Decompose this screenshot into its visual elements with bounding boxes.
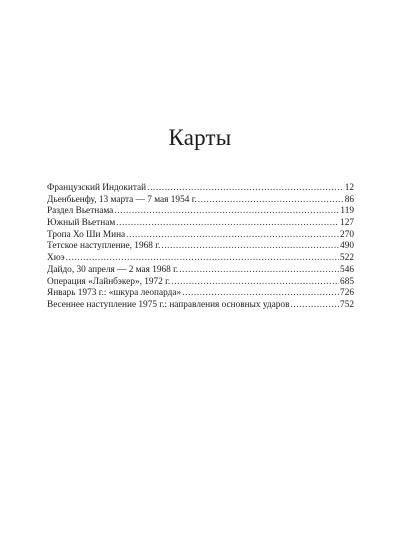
dot-leader bbox=[182, 288, 339, 300]
toc-entry bbox=[47, 195, 354, 207]
toc-entry-page: 546 bbox=[340, 264, 354, 275]
dot-leader bbox=[171, 277, 339, 289]
toc-entry-page: 726 bbox=[340, 288, 354, 299]
toc-entry bbox=[47, 183, 354, 195]
maps-table-of-contents bbox=[47, 183, 354, 312]
toc-entry-page: 752 bbox=[340, 299, 354, 310]
toc-entry bbox=[47, 300, 354, 312]
toc-entry-page: 12 bbox=[344, 183, 354, 193]
dot-leader bbox=[126, 230, 339, 242]
toc-entry-label: Операция «Лайнбэкер», 1972 г. bbox=[47, 276, 171, 287]
toc-entry-page: 270 bbox=[340, 229, 354, 240]
toc-entry-label: Тетское наступление, 1968 г. bbox=[47, 241, 161, 252]
toc-entry-label: Весеннее наступление 1975 г.: направления основных ударов bbox=[47, 299, 290, 310]
dot-leader bbox=[179, 265, 339, 277]
toc-entry bbox=[47, 218, 354, 230]
dot-leader bbox=[116, 218, 339, 230]
toc-entry bbox=[47, 230, 354, 242]
toc-entry-label: Дьенбьенфу, 13 марта — 7 мая 1954 г. bbox=[47, 194, 197, 205]
toc-entry-page: 685 bbox=[340, 276, 354, 287]
toc-entry-label: Тропа Хо Ши Мина bbox=[47, 229, 126, 240]
toc-entry-page: 86 bbox=[344, 194, 354, 205]
dot-leader bbox=[198, 195, 344, 207]
toc-entry-label: Французский Индокитай bbox=[47, 183, 147, 193]
toc-entry-page: 522 bbox=[340, 253, 354, 264]
page-title: Карты bbox=[168, 125, 232, 150]
dot-leader bbox=[161, 241, 339, 253]
toc-entry-label: Раздел Вьетнама bbox=[47, 206, 114, 217]
toc-entry bbox=[47, 265, 354, 277]
toc-entry-page: 119 bbox=[340, 206, 354, 217]
dot-leader bbox=[147, 183, 344, 195]
dot-leader bbox=[290, 300, 339, 312]
toc-entry-page: 127 bbox=[340, 218, 354, 229]
toc-entry bbox=[47, 253, 354, 265]
dot-leader bbox=[114, 206, 339, 218]
toc-entry-label: Хюэ bbox=[47, 253, 65, 264]
toc-entry-page: 490 bbox=[340, 241, 354, 252]
toc-entry-label: Январь 1973 г.: «шкура леопарда» bbox=[47, 288, 182, 299]
toc-entry bbox=[47, 288, 354, 300]
toc-entry bbox=[47, 277, 354, 289]
toc-entry bbox=[47, 241, 354, 253]
toc-entry-label: Дайдо, 30 апреля — 2 мая 1968 г. bbox=[47, 264, 179, 275]
dot-leader bbox=[66, 253, 339, 265]
toc-entry bbox=[47, 206, 354, 218]
toc-entry-label: Южный Вьетнам bbox=[47, 218, 116, 229]
